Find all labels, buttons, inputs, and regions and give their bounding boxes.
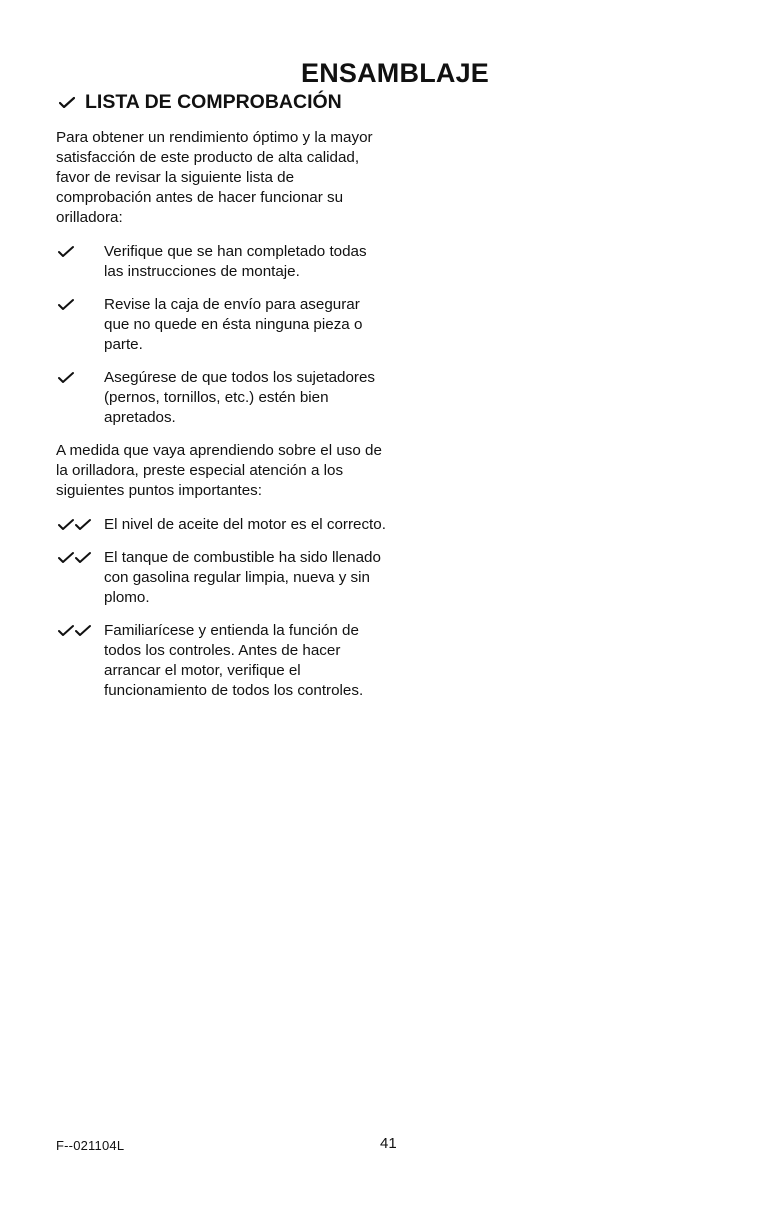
section-heading xyxy=(56,88,386,116)
list-item xyxy=(56,242,386,282)
checkmark-icon xyxy=(58,298,74,310)
list-item-text: Asegúrese de que todos los sujetadores (pernos, tornillos, etc.) estén bien apretados. xyxy=(104,369,376,426)
list-item xyxy=(56,621,386,701)
double-checkmark-icon xyxy=(58,518,91,530)
double-checkmark-icon xyxy=(58,551,91,563)
list-item-text: El nivel de aceite del motor es el correcto. xyxy=(104,516,386,533)
list-item-text: Verifique que se han completado todas las instrucciones de montaje. xyxy=(104,243,367,280)
checkmark-icon xyxy=(58,371,74,383)
page-number: 41 xyxy=(380,1135,397,1152)
checkmark-icon xyxy=(58,245,74,257)
list-item-text: El tanque de combustible ha sido llenado con gasolina regular limpia, nueva y sin plomo. xyxy=(104,549,381,606)
list-item-text: Familiarícese y entienda la función de todos los controles. Antes de hacer arrancar el motor, verifique el funcionamiento de todos los controles. xyxy=(104,622,364,699)
document-code: F--021104L xyxy=(56,1138,125,1153)
list-item xyxy=(56,515,386,535)
double-checkmark-icon xyxy=(58,624,91,636)
section-heading-text: LISTA DE COMPROBACIÓN xyxy=(85,90,342,113)
double-check-list xyxy=(56,515,386,701)
list-item xyxy=(56,295,386,355)
page-title: ENSAMBLAJE xyxy=(300,58,490,88)
list-item xyxy=(56,368,386,428)
list-item xyxy=(56,548,386,608)
single-check-list xyxy=(56,242,386,428)
checkmark-icon xyxy=(59,96,75,108)
middle-paragraph: A medida que vaya aprendiendo sobre el uso de la orilladora, preste especial atención a los siguientes puntos importantes: xyxy=(56,442,382,499)
checklist-section xyxy=(56,88,386,714)
intro-paragraph: Para obtener un rendimiento óptimo y la mayor satisfacción de este producto de alta calidad, favor de revisar la siguiente lista de comprobación antes de hacer funcionar su orilladora: xyxy=(56,129,373,226)
list-item-text: Revise la caja de envío para asegurar que no quede en ésta ninguna pieza o parte. xyxy=(104,296,363,353)
